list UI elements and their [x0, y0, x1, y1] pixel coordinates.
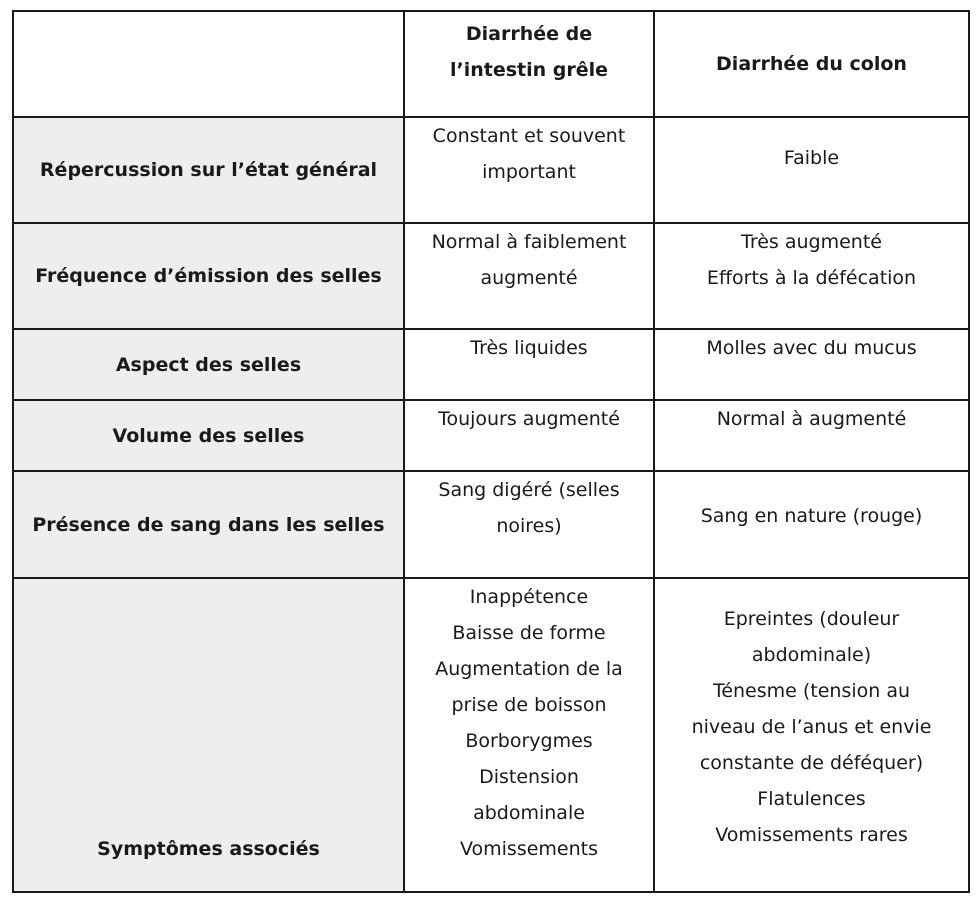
cell-intestin: [404, 578, 654, 892]
cell-colon: [654, 223, 969, 329]
table-row: [13, 578, 969, 892]
header-colon: Diarrhée du colon: [654, 11, 969, 117]
table-row: [13, 223, 969, 329]
cell-line: abdominale): [751, 644, 872, 666]
cell-line: Efforts à la défécation: [706, 267, 917, 289]
row-label: Symptômes associés: [13, 578, 404, 892]
diarrhea-comparison-table: [12, 10, 970, 893]
cell-line: important: [482, 161, 576, 183]
cell-line: Baisse de forme: [452, 622, 606, 644]
cell-line: constante de déféquer): [699, 752, 924, 774]
cell-colon: [654, 400, 969, 471]
table-row: [13, 329, 969, 400]
corner-cell: [13, 11, 404, 117]
header-intestin-line: Diarrhée de: [465, 23, 593, 45]
row-label: Fréquence d’émission des selles: [13, 223, 404, 329]
cell-colon: [654, 117, 969, 223]
cell-line: Faible: [783, 147, 840, 169]
cell-intestin: [404, 117, 654, 223]
row-label: Répercussion sur l’état général: [13, 117, 404, 223]
cell-line: augmenté: [480, 267, 578, 289]
cell-line: Sang en nature (rouge): [700, 505, 923, 527]
header-intestin-line: l’intestin grêle: [449, 59, 609, 81]
cell-line: Inappétence: [469, 586, 589, 608]
cell-colon: [654, 329, 969, 400]
cell-line: Borborygmes: [465, 730, 593, 752]
header-row: [13, 11, 969, 117]
cell-line: Toujours augmenté: [438, 408, 620, 430]
cell-line: niveau de l’anus et envie: [691, 716, 932, 738]
table-row: [13, 400, 969, 471]
cell-line: noires): [496, 515, 562, 537]
cell-intestin: [404, 223, 654, 329]
table-row: [13, 471, 969, 578]
cell-line: Normal à augmenté: [716, 408, 907, 430]
row-label: Présence de sang dans les selles: [13, 471, 404, 578]
cell-intestin: [404, 471, 654, 578]
cell-line: Très augmenté: [741, 231, 882, 253]
cell-intestin: [404, 329, 654, 400]
cell-line: Normal à faiblement: [431, 231, 627, 253]
cell-intestin: [404, 400, 654, 471]
cell-line: Très liquides: [470, 337, 588, 359]
cell-line: prise de boisson: [451, 694, 607, 716]
table-row: [13, 117, 969, 223]
cell-line: abdominale: [473, 802, 585, 824]
cell-line: Flatulences: [757, 788, 866, 810]
row-label: Volume des selles: [13, 400, 404, 471]
cell-line: Vomissements: [459, 838, 598, 860]
cell-line: Ténesme (tension au: [712, 680, 911, 702]
cell-line: Augmentation de la: [435, 658, 623, 680]
cell-line: Molles avec du mucus: [706, 337, 917, 359]
cell-line: Sang digéré (selles: [438, 479, 620, 501]
cell-line: Vomissements rares: [715, 824, 908, 846]
header-intestin: [404, 11, 654, 117]
cell-line: Constant et souvent: [432, 125, 626, 147]
row-label: Aspect des selles: [13, 329, 404, 400]
cell-line: Epreintes (douleur: [723, 608, 900, 630]
cell-colon: [654, 471, 969, 578]
cell-colon: [654, 578, 969, 892]
cell-line: Distension: [479, 766, 579, 788]
